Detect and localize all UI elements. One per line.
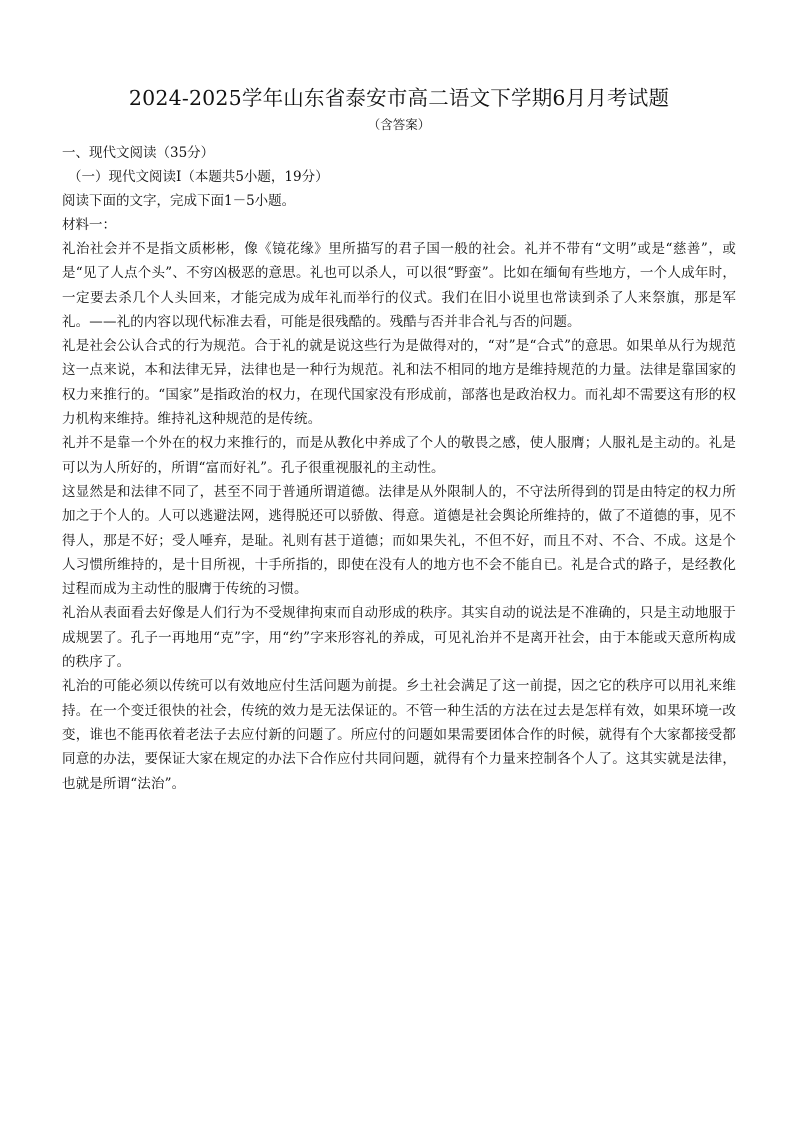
page-subtitle: （含答案） [367, 117, 431, 132]
paragraph-6: 礼治的可能必须以传统可以有效地应付生活问题为前提。乡土社会满足了这一前提，因之它的秩序可以用礼来维持。在一个变迁很快的社会，传统的效力是无法保证的。不管一种生活的方法在过去是怎样有效，如果环境一改变，谁也不能再依着老法子去应付新的问题了。所应付的问题如果需要团体合作的时候，就得有个大家都接受都同意的办法，要保证大家在规定的办法下合作应付共同问题，就得有个力量来控制各个人了。这其实就是法律，也就是所谓“法治”。 [62, 678, 736, 792]
paragraph-4: 这显然是和法律不同了，甚至不同于普通所谓道德。法律是从外限制人的，不守法所得到的罚是由特定的权力所加之于个人的。人可以逃避法网，逃得脱还可以骄傲、得意。道德是社会舆论所维持的，做了不道德的事，见不得人，那是不好；受人唾弃，是耻。礼则有甚于道德；而如果失礼，不但不好，而且不对、不合、不成。这是个人习惯所维持的，是十目所视，十手所指的，即使在没有人的地方也不会不能自已。礼是合式的路子，是经教化过程而成为主动性的服膺于传统的习惯。 [62, 483, 736, 598]
section-heading: 一、现代文阅读（35分） [62, 145, 215, 161]
material-label: 材料一： [62, 217, 116, 233]
reading-instruction: 阅读下面的文字，完成下面1－5小题。 [62, 193, 296, 209]
paragraph-1: 礼治社会并不是指文质彬彬，像《镜花缘》里所描写的君子国一般的社会。礼并不带有“文明”或是“慈善”，或是“见了人点个头”、不穷凶极恶的意思。礼也可以杀人，可以很“野蛮”。比如在缅甸有些地方，一个人成年时，一定要去杀几个人头回来，才能完成为成年礼而举行的仪式。我们在旧小说里也常读到杀了人来祭旗，那是军礼。——礼的内容以现代标准去看，可能是很残酷的。残酷与否并非合礼与否的问题。 [62, 241, 736, 330]
subsection-heading: （一）现代文阅读Ⅰ（本题共5小题，19分） [68, 169, 329, 185]
page-title: 2024-2025学年山东省泰安市高二语文下学期6月月考试题 [128, 86, 670, 110]
paragraph-3: 礼并不是靠一个外在的权力来推行的，而是从教化中养成了个人的敬畏之感，使人服膺；人服礼是主动的。礼是可以为人所好的，所谓“富而好礼”。孔子很重视服礼的主动性。 [62, 435, 736, 476]
paragraph-2: 礼是社会公认合式的行为规范。合于礼的就是说这些行为是做得对的，“对”是“合式”的意思。如果单从行为规范这一点来说，本和法律无异，法律也是一种行为规范。礼和法不相同的地方是维持规范的力量。法律是靠国家的权力来推行的。“国家”是指政治的权力，在现代国家没有形成前，部落也是政治权力。而礼却不需要这有形的权力机构来维持。维持礼这种规范的是传统。 [62, 338, 736, 428]
paragraph-5: 礼治从表面看去好像是人们行为不受规律拘束而自动形成的秩序。其实自动的说法是不准确的，只是主动地服于成规罢了。孔子一再地用“克”字，用“约”字来形容礼的养成，可见礼治并不是离开社会，由于本能或天意所构成的秩序了。 [62, 605, 736, 671]
